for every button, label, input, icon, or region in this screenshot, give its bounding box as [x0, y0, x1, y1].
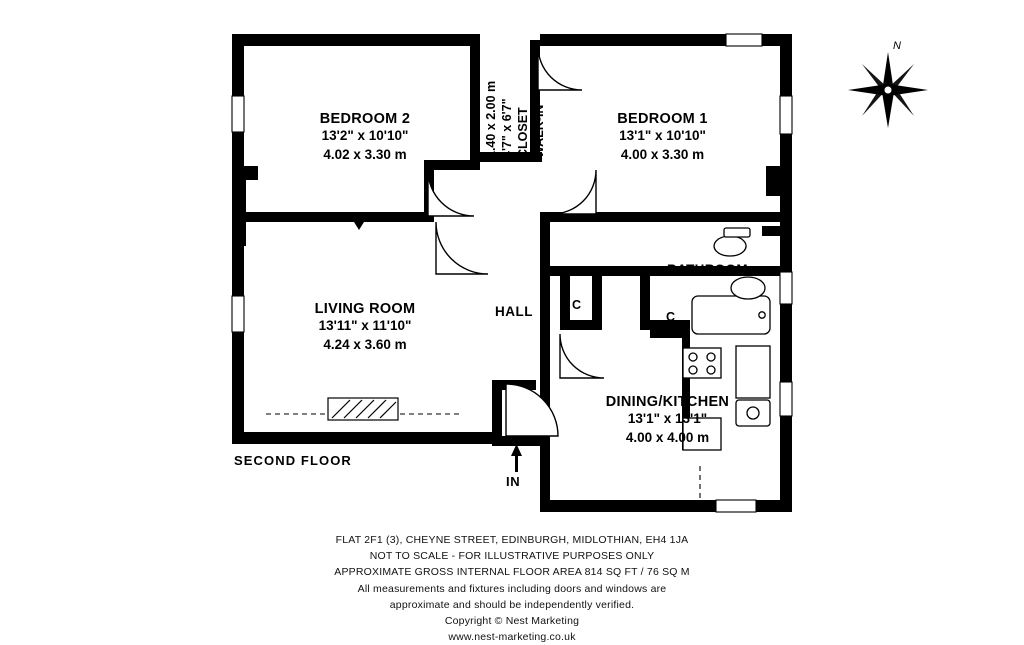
- walk-in-closet-line-2: CLOSET: [516, 107, 530, 158]
- wall-thickenings: [232, 166, 792, 246]
- cupboard-label-2: C: [666, 310, 676, 324]
- footer-address: FLAT 2F1 (3), CHEYNE STREET, EDINBURGH, MIDLOTHIAN, EH4 1JA: [335, 534, 689, 546]
- compass-north-label: N: [893, 40, 901, 52]
- room-dim-imperial-dining-kitchen: 13'1" x 13'1": [627, 411, 708, 426]
- cupboard-label-1: C: [572, 298, 582, 312]
- walk-in-closet-line-3: 4'7" x 6'7": [500, 98, 514, 158]
- footer-disclaimer-line-2: approximate and should be independently verified.: [389, 598, 635, 611]
- compass-rose: [848, 52, 928, 128]
- room-dim-metric-dining-kitchen: 4.00 x 4.00 m: [625, 430, 710, 445]
- walk-in-closet-labels: [470, 40, 546, 160]
- room-label-hall: HALL: [495, 304, 533, 319]
- walk-in-closet-line-4: 1.40 x 2.00 m: [484, 80, 498, 158]
- footer-website[interactable]: www.nest-marketing.co.uk: [448, 631, 576, 644]
- footer-copyright: Copyright © Nest Marketing: [444, 615, 580, 628]
- room-dim-metric-bedroom-1: 4.00 x 3.30 m: [620, 147, 705, 162]
- fireplace: [328, 398, 398, 420]
- room-label-bedroom-2: BEDROOM 2: [319, 111, 411, 127]
- room-label-living-room: LIVING ROOM: [314, 301, 416, 317]
- footer-area-note: APPROXIMATE GROSS INTERNAL FLOOR AREA 814 SQ FT / 76 SQ M: [334, 566, 690, 579]
- room-dim-metric-living-room: 4.24 x 3.60 m: [323, 337, 407, 352]
- footer-scale-note: NOT TO SCALE - FOR ILLUSTRATIVE PURPOSES ONLY: [369, 550, 655, 563]
- room-dim-imperial-bedroom-1: 13'1" x 10'10": [619, 128, 706, 143]
- footer-disclaimer-line-1: All measurements and fixtures including doors and windows are: [357, 582, 667, 595]
- room-dim-imperial-bedroom-2: 13'2" x 10'10": [321, 128, 409, 143]
- room-dim-metric-bedroom-2: 4.02 x 3.30 m: [323, 147, 407, 162]
- bathroom-fixtures: [692, 228, 770, 334]
- room-dim-imperial-living-room: 13'11" x 11'10": [318, 318, 412, 333]
- walk-in-closet-line-1: WALK-IN: [532, 104, 546, 158]
- footer-notes: [0, 532, 1024, 645]
- room-label-dining-kitchen: DINING/KITCHEN: [605, 394, 730, 410]
- entrance-arrow: [511, 444, 522, 472]
- room-label-bedroom-1: BEDROOM 1: [617, 111, 708, 127]
- floor-level-label: SECOND FLOOR: [234, 453, 352, 468]
- entrance-label: IN: [506, 474, 521, 489]
- room-label-bathroom: BATHROOM: [667, 262, 748, 277]
